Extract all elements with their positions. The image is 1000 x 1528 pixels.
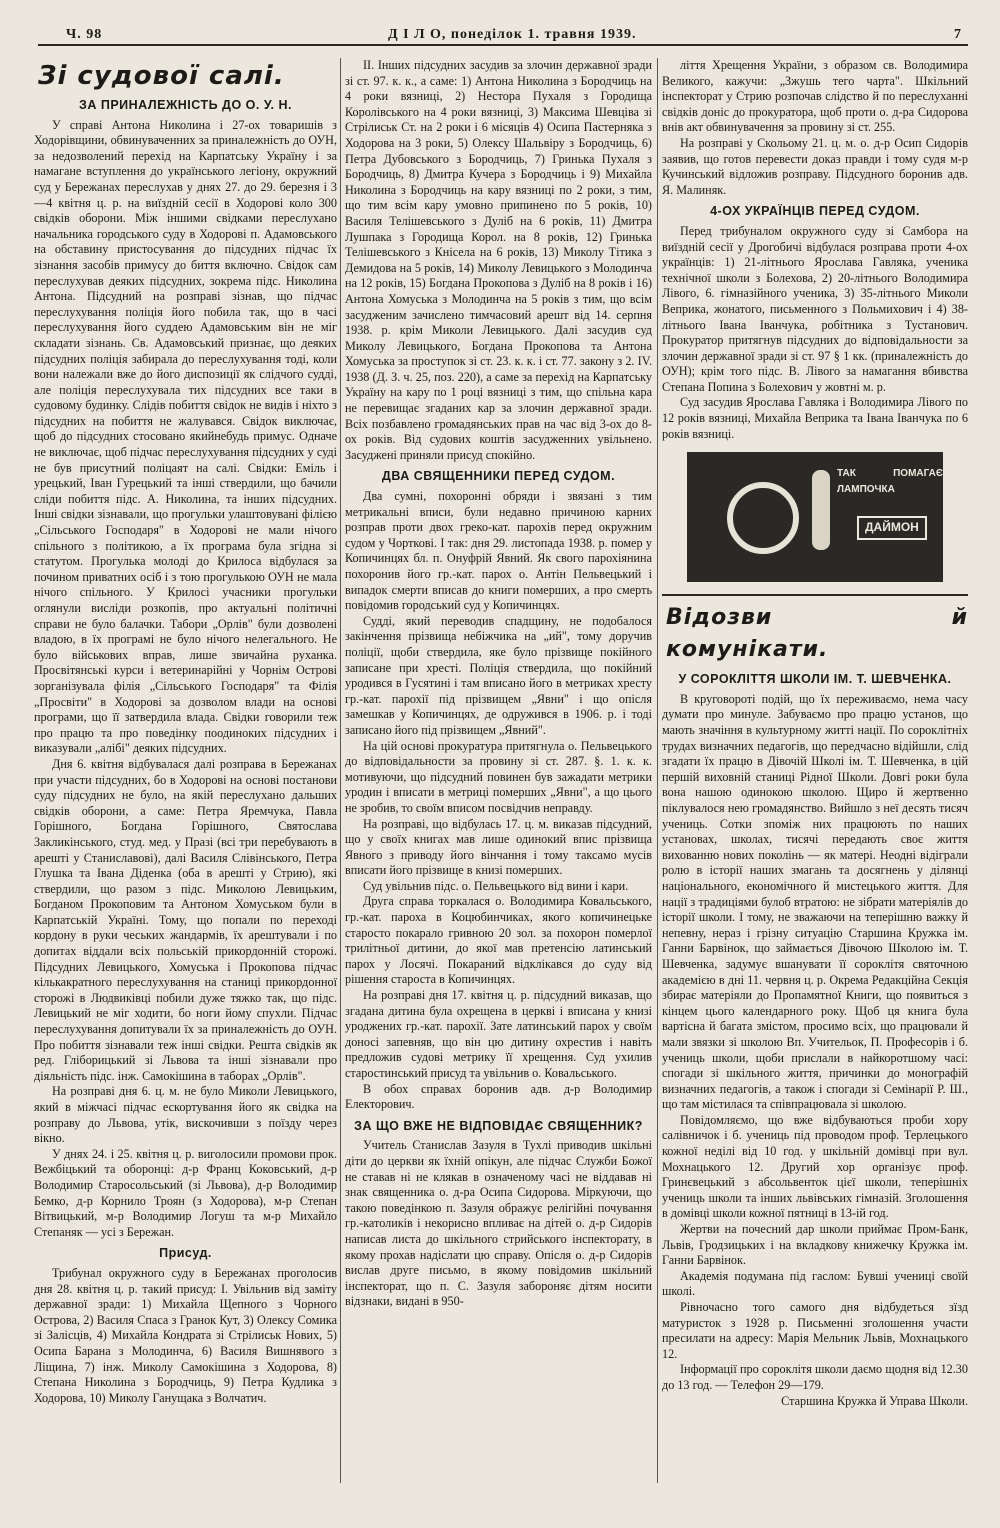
column-divider [657, 58, 658, 1483]
paragraph: На розправі, що відбулась 17. ц. м. виказав підсудний, що у своїх книгах мав лише одинокий впис прізвища Явного з приводу його вінчання і тому таксамо мусів вписати його прізвище в книзі померших. [345, 816, 652, 878]
page-number: 7 [954, 27, 962, 42]
paragraph: Суд засудив Ярослава Гавляка і Володимира Лівого по 12 років вязниці, Михайла Веприка та Івана Іванчука по 6 років вязниці. [662, 395, 968, 441]
paragraph: Трибунал окружного суду в Бережанах проголосив дня 28. квітня ц. р. такий присуд: І. Увільнив від заміту державної зради: 1) Михайла Щепного з Чорного Острова, 2) Василя Спаса з Гранок Кут, 3) Олексу Сомика зі Залісців, 4) Михайла Кондрата зі Стрілиськ Нових, 5) Осипа Барана з Молодинча, 6) Василя Вишнявого з Ліщина, 7) інж. Миколу Самокішина з Ходорова, 8) Степана Николина з Бородчиць, 9) Петра Кудлика з Ходорова, 10) Миколу Ганущака з Волчатич. [34, 1265, 337, 1405]
article-heading: У СОРОКЛІТТЯ ШКОЛИ ІМ. Т. ШЕВЧЕНКА. [678, 672, 952, 687]
section-title: Відозви й комунікати. [666, 605, 968, 663]
paragraph: Друга справа торкалася о. Володимира Ковальського, гр.-кат. пароха в Коцюбинчиках, якого копичинецьке старосто покарало гривною 20 зол. за похорон померлої трилітньої дитини, до якої мав претенсію латинський парох у Лосячі. Покараний відклікався до суду від рішення староста в Копичинцях. [345, 894, 652, 987]
paragraph: Жертви на почесний дар школи приймає Пром-Банк, Львів, Гродзицьких і на вкладкову книжечку Кружка ім. Ганни Барвінок. [662, 1222, 968, 1268]
paragraph: II. Інших підсудних засудив за злочин державної зради зі ст. 97. к. к., а саме: 1) Антона Николина з Бородчиць на 4 роки вязниці, 2) Нестора Пухаля з Городища Королівського на 4 роки вязниці, 3) Максима Шевціва зі Стрілиськ Ст. на 2 роки і 6 місяців 4) Осипа Пастерняка з Ходорова на 3 роки, 5) Олексу Шальвіру з Бородчиць, 6) Петра Дубовського з Бородчиць, 7) Гринька Пухаля з Бородчиць, 8) Дмитра Кучера з Бородчиць і 9) Михайла Николина з Бородчиць на кару вязниці по 2 роки, з тим, що тим всім кару умовно припинено по 5 років, 10) Василя Телішевського з Дуліб на 6 років, 11) Дмитра Лушпака з Городища Корол. на 8 років, 12) Гринька Телішевського з Кнісела на 6 років, 13) Миколу Тітика з Демидова на 5 років, 14) Миколу Левицького з Молодинча на 12 років, 15) Богдана Прокопова з Дуліб на 8 років і 16) Антона Хомуська з Молодинча на 5 років з тим, що всім засудженим зачислено тимчасовий арешт від 14. серпня 1938. р. крім Миколи Левицького. Далі засудив суд Миколу Левицького, Богдана Прокопова та Антона Хомуська за проступок зі ст. 23. к. к. і ст. 77. закону з 2. IV. 1938 (Д. З. ч. 25, поз. 220), а саме за перехід на Карпатську Україну на кару по 1 році вязниці з тим, що спільна кара не перевищає згаданих кар за злочин державної зради. Всіх позбавлено громадянських прав на час від 3-ох до 8-ох років. Від судових коштів засудженних увільнено. Засуджені приняли присуд спокійно. [345, 58, 652, 462]
paragraph: Рівночасно того самого дня відбудеться зїзд матуристок з 1928 р. Письменні зголошення участи пресилати на адресу: Марія Мельник Львів, Мохнацького 12. [662, 1300, 968, 1361]
page-header [38, 22, 968, 46]
paragraph: Дня 6. квітня відбувалася далі розправа в Бережанах при участи підсудних, бо в Ходорові на основі постанови суду підсудних не було, на якій переслухано дальших свідків оборони, а саме: Петра Яремчука, Павла Горішного, Богдана Горішного, Святослава Закликінського, студ. мед. у Празі (всі три перебувають в арешті у Станиславові), далі Василя Слівінського, Петра Глушка та Івана Діденка (оба в арешті у Стрию), які ствердили, що разом з підс. Миколою Левицьким, Богданом Прокоповим та Антоном Хомуськом були в Карпатській Україні. Тому, що попали по переході кордону в руки чеських жандармів, їх арештували і по допитах віддали всіх польській прикордонній сторожі. Підсудних Левицького, Хомуська і Прокопова підчас кількакратного переслухування на станиці прикордонної сторожі в Людвиківці побили дуже тяжко так, що підс. Левицький не міг ходити, бо ноги йому спухли. Підчас переслухування допитували їх за приналежність до ОУН. Про побиття зізнавали теж інші свідки. Решта свідків як ред. Гліборицький зі Львова та інші зізнавали про діяльність підс. інж. Самокішина в таборах „Орлів". [34, 756, 337, 1083]
paragraph: Два сумні, похоронні обряди і звязані з тим метрикальні вписи, були недавно причиною карних розправ проти двох греко-кат. парохів перед окружним судом у Чорткові. І так: дня 29. листопада 1938. р. помер у Копичинцях бл. п. Онуфрій Явний. Як свого парохіянина похоронив його гр.-кат. парох о. Антін Пельвецький і випадок смерти вписав до книги померших, а про смерть повідомив городський суд у Копичинцях. [345, 489, 652, 613]
paragraph: ліття Хрещення України, з образом св. Володимира Великого, кажучи: „Зжушь тего чарта". Шкільний інспекторат у Стрию розпочав слідство й по переслуханні свідків доніс до прокуратора, щоб проти о. д-ра Сидорова внів акт обвинувачення за провину зі ст. 255. [662, 58, 968, 135]
paragraph: Перед трибуналом окружного суду зі Самбора на виїздній сесії у Дрогобичі відбулася розправа проти 4-ох українців: 1) 21-літнього Ярослава Гавляка, ученика технічної школи з Болехова, 2) 20-літнього Володимира Лівого, 6. гімназійного ученика, 3) 35-літнього Миколи Веприка, жонатого, письменного з Польмихович і 4) 38-літнього Івана Іванчука, робітника з Тустанович. Прокуратор притягнув підсудних до відповідальности за злочин державної зради зі ст. 97 § 1 кк. (приналежність до ОУН); крім того підс. В. Лівого за намагання вбивства Степана Попина з Болехович у жовтні м. р. [662, 223, 968, 394]
article-heading: 4-ОХ УКРАЇНЦІВ ПЕРЕД СУДОМ. [710, 204, 920, 219]
signature: Старшина Кружка й Управа Школи. [781, 1393, 968, 1408]
paragraph: На розправі дня 6. ц. м. не було Миколи Левицького, який в міжчасі підчас ескортування його як свідка на розправу до Львова, утік, вискочивши з поїзду через вікно. [34, 1084, 337, 1146]
paragraph: У справі Антона Николина і 27-ох товаришів з Ходорівщини, обвинуваченних за приналежність до ОУН, за недозволений перехід на Карпатську Україну і за намагане вступлення до українського легіону, окружний суд у Бережанах переслухав у днях 27. до 29. березня і 3—4 квітня ц. р. на виїздній сесії в Ходорові коло 300 свідків оборони. Між іншими свідками переслухано начальника городського суду в Ходорові п. Адамовського на обставину пристосування до підсудних підчас їх зізнання засобів примусу до биття включно. Свідок сам переслухував деяких підсудних, зокрема підс. Николина Антона. Підсудний на розправі зізнав, що підчас переслухування поліція його побила так, що в часі переслухування його суддею Адамовським він не міг складати зізнань. Св. Адамовський признає, що деяких підсудних поліція забирала до переслухування тоді, коли вони належали вже до його диспозиції як слідчого судді, але поліція переслухувала тих підсудних все таки в судовому будинку. Слідів побиття свідок не видів і ніхто з підсудних на побиття не жалувався. Свідок виключає, щоб до підсудних стосовано якийнебудь примус. Одначе не виключає, щоб підчас переслухування підсудних у суді не був присутний поліцаят на салі. Свідки: Еміль і урецький, Іван Гурецький та інші ствердили, що бачили сліди побиття підс. А. Николина, та інших підсудних. Інші свідки зізнавали, що прогульки улаштовувані філією „Сільського Господаря" в Ходорові не мали нічого спільного з політикою, а їх програма була згідна зі статутом. Прогулька молоді до Крилоса відбулася за почином приватних осіб і з тою прогулькою ОУН не мала нічого спільного. У Крилосі учасники прогульки оглянули висліди розкопів, про актуальні політичні справи не було балачки. Табори „Орлів" були дозволені владою, в їх програмі не було нічого нелегального. Не було військових вправ, лише звичайна руханка. Просвітянські курси і ветеринарійні у Чорнім Острові зорганізувала філія „Сільського Господаря" та Філія „Просвіти" в Ходорові за дозволом влади на основі програми, що її затвердила влада. Свідки говорили теж про працю та про поведінку поодиноких підсудних і виказували „алібі" деяких підсудних. [34, 117, 337, 756]
paragraph: Учитель Станислав Зазуля в Тухлі приводив шкільні діти до церкви як їхній опікун, але підчас Служби Божої не ставав ні не клякав в означеному часі не віддавав ні знак священника о. д-ра Осипа Сидорова. Міркуючи, що такою поведінкою п. Зазуля ображує релігійні почування гр.-католиків і некорисно впливає на дітей о. д-р Сидорів написав листа до шкільного стрийського інспекторату, в якому прохав надіслати цю справу. Опісля о. д-р Сидорів вислав друге письмо, в якому повідомив шкільний інспекторат, що п. С. Зазуля забороняє дітям носити відзнаки, видані в 950- [345, 1138, 652, 1309]
paragraph: Судді, який переводив спадщину, не подобалося закінчення прізвища небіжчика на „ий", тому доручив поліції, щоби ствердила, яке було прізвище покійного записане при хресті. Поліція ствердила, що покійний уродився в Гусятині і там вписано його в метриках хресту гр.-кат. парохії під прізвищем „Явни" і що опісля замешкав у Копичинцях, де одружився в 1906. р. і тоді записано його під прізвищем „Явний". [345, 613, 652, 737]
paragraph: У днях 24. і 25. квітня ц. р. виголосили промови прок. Вежбіцький та оборонці: д-р Франц Коковський, д-р Володимир Старосольський (зі Львова), д-р Володимир Бемко, д-р Корнило Троян (з Ходорова), м-р Степан Вітвицький, м-р Володимир Логуш та м-р Михайло Степаняк — усі з Бережан. [34, 1146, 337, 1239]
ad-slogan: ТАК ПОМАГАЄ ЛАМПОЧКА [837, 468, 943, 495]
paragraph: В обох справах боронив адв. д-р Володимир Електорович. [345, 1081, 652, 1112]
figure-illustration [812, 470, 830, 550]
column-2 [345, 58, 652, 1488]
lamp-icon [727, 482, 799, 554]
advertisement [687, 452, 943, 582]
issue-number: Ч. 98 [66, 27, 103, 42]
section-title: Зі судової салі. [38, 61, 285, 91]
masthead-date: Д І Л О, понеділок 1. травня 1939. [388, 27, 637, 42]
subheading: Присуд. [159, 1246, 212, 1261]
divider [662, 594, 968, 596]
article-heading: ЗА ЩО ВЖЕ НЕ ВІДПОВІДАЄ СВЯЩЕННИК? [354, 1118, 643, 1133]
column-divider [340, 58, 341, 1483]
paragraph: На розправі дня 17. квітня ц. р. підсудний виказав, що згадана дитина була охрещена в церкві і вписана у книзі уроджених гр.-кат. парохії. Зате латинський парох у своїм доносі запевняв, що він цю дитину охрестив і навіть предложив судові метрику її хрещення. Суд ухилив старостинський присуд та увільнив о. Ковальського. [345, 988, 652, 1080]
article-heading: ЗА ПРИНАЛЕЖНІСТЬ ДО О. У. Н. [79, 98, 292, 112]
column-1 [34, 58, 337, 1498]
paragraph: На розправі у Скольому 21. ц. м. о. д-р Осип Сидорів заявив, що готов перевести доказ правди і тому судя м-р Кучинський відложив розправу. Підсудного боронив адв. Я. Малиняк. [662, 135, 968, 197]
paragraph: Інформації про сороклітя школи даємо щодня від 12.30 до 13 год. — Телефон 29—179. [662, 1362, 968, 1392]
article-heading: ДВА СВЯЩЕННИКИ ПЕРЕД СУДОМ. [381, 469, 616, 484]
ad-brand: ДАЙМОН [857, 516, 927, 540]
paragraph: Суд увільнив підс. о. Пельвецького від вини і кари. [363, 878, 629, 893]
paragraph: Академія подумана під гаслом: Бувші учениці своїй школі. [662, 1268, 968, 1299]
paragraph: В круговороті подій, що їх переживаємо, нема часу думати про минуле. Забуваємо про працю установ, що мають значіння в культурному житті нації. По сороклітніх трудах визначних педагогів, що передчасно відійшли, слід згадати їх працю в Дівочій Школі ім. Т. Шевченка, в цій першій виховній станиці Рідної Школи. Довгі роки була вона нашою одинокою школою. Щиро й жертвенно піклувалося нею громадянство. Вийшло з неї десять тисяч учениць. Сотки зпоміж них працюють по наших установах, школах, тисячі передають своє життя вихованню нових поколінь — як матері. Неодні відіграли ролю в історії наших змагань та досягнень у ділянці національного, економічного й мистецького життя. Для нації з традиціями булоб втратою: не зібрати матеріялів до історії школи. І тому, не зважаючи на теперішню важку й непевну, нераз і грізну ситуацію Старшина Кружка ім. Ганни Барвінок, що займається Дівочою Школою ім. Т. Шевченка, задумує вшанувати її сороклітя святочною академією в дні 11. червня ц. р. Окрема Редакційна Секція збирає матеріяли до Пропамятної Книги, що появиться з кінцем цього календарного року. Щоб ця книга була вартісна й багата змістом, просимо всіх, що працювали й мали звязки зі школою Вп. Учительок, П. Професорів і б. учениць школи, щоби прислали в найкоротшому часі: спогади зі шкільного життя, причинки до монографій визначних педагогів, а також і спогади зі Семінарії Р. Ш., що там містилася та співпрацювала зі школою. [662, 691, 968, 1112]
paragraph: На цій основі прокуратура притягнула о. Пельвецького до відповідальности за провину зі ст. 287. §. 1. к. к. мотивуючи, що підсудний повинен був зажадати метрики уродин і вписати в метриці померших „Явни", а що цього не зробив, то своїм вписом посвідчив неправду. [345, 738, 652, 815]
column-3 [662, 58, 968, 1488]
paragraph: Повідомляємо, що вже відбуваються проби хору салівничок і б. учениць під проводом проф. Терлецького кожної неділі від 10 год. у шкільній домівці при вул. Мохнацького 12. Другий хор організує проф. Гринєвецький з абсольвенток цієї школи, теперішніх учениць школи та інших львівських гімназій. Зголошення в домівці школи кожної пятниці в 13-ій год. [662, 1112, 968, 1221]
